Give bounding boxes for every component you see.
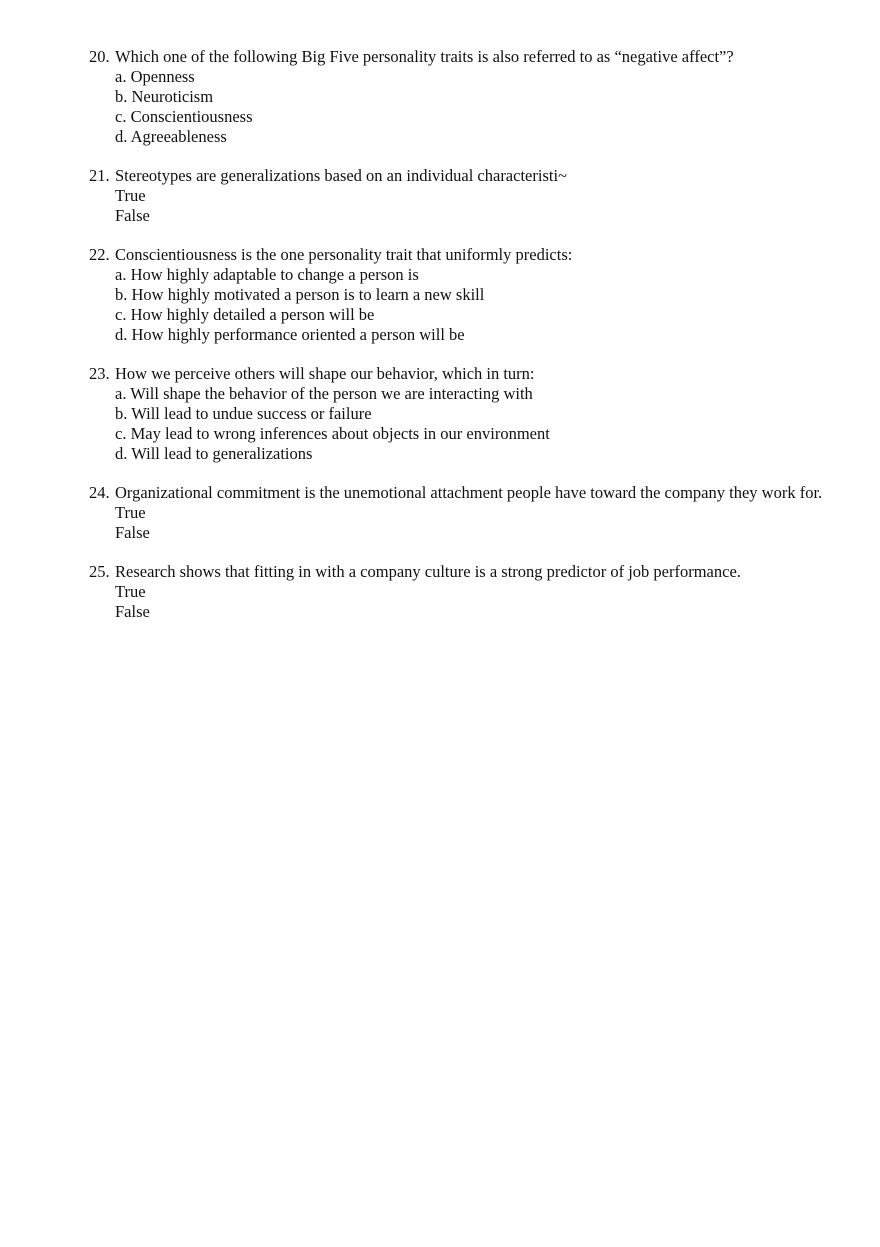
answer-option: a. Will shape the behavior of the person we are interacting with (115, 384, 533, 403)
question-number: 22. (89, 245, 110, 264)
answer-option: b. How highly motivated a person is to learn a new skill (115, 285, 485, 304)
answer-options (89, 582, 849, 622)
answer-options (89, 503, 849, 543)
answer-option: b. Will lead to undue success or failure (115, 404, 372, 423)
answer-option: c. Conscientiousness (115, 107, 253, 126)
question-text: Research shows that fitting in with a company culture is a strong predictor of job performance. (115, 562, 741, 581)
question-text: Stereotypes are generalizations based on an individual characteristi~ (115, 166, 567, 185)
question-24 (89, 483, 849, 543)
question-text: Organizational commitment is the unemotional attachment people have toward the company they work for. (115, 483, 823, 502)
answer-option: b. Neuroticism (115, 87, 214, 106)
answer-option: d. How highly performance oriented a person will be (115, 325, 465, 344)
question-23 (89, 364, 849, 464)
answer-option: c. May lead to wrong inferences about objects in our environment (115, 424, 550, 443)
question-number: 23. (89, 364, 110, 383)
question-text: Conscientiousness is the one personality trait that uniformly predicts: (115, 245, 573, 264)
answer-option-false: False (115, 523, 150, 542)
question-number: 24. (89, 483, 110, 502)
answer-option: a. Openness (115, 67, 195, 86)
answer-options (89, 265, 849, 345)
question-list (89, 47, 849, 641)
question-number: 20. (89, 47, 110, 66)
answer-option-true: True (115, 186, 146, 205)
answer-option-true: True (115, 582, 146, 601)
question-text: Which one of the following Big Five personality traits is also referred to as “negative affect”? (115, 47, 734, 66)
answer-option-true: True (115, 503, 146, 522)
question-number: 21. (89, 166, 110, 185)
answer-option: a. How highly adaptable to change a person is (115, 265, 419, 284)
answer-option: d. Agreeableness (115, 127, 227, 146)
answer-options (89, 186, 849, 226)
answer-option: d. Will lead to generalizations (115, 444, 313, 463)
question-20 (89, 47, 849, 147)
question-21 (89, 166, 849, 226)
answer-options (89, 67, 849, 147)
answer-option-false: False (115, 602, 150, 621)
question-25 (89, 562, 849, 622)
answer-options (89, 384, 849, 464)
answer-option-false: False (115, 206, 150, 225)
answer-option: c. How highly detailed a person will be (115, 305, 375, 324)
question-22 (89, 245, 849, 345)
question-number: 25. (89, 562, 110, 581)
question-text: How we perceive others will shape our behavior, which in turn: (115, 364, 535, 383)
